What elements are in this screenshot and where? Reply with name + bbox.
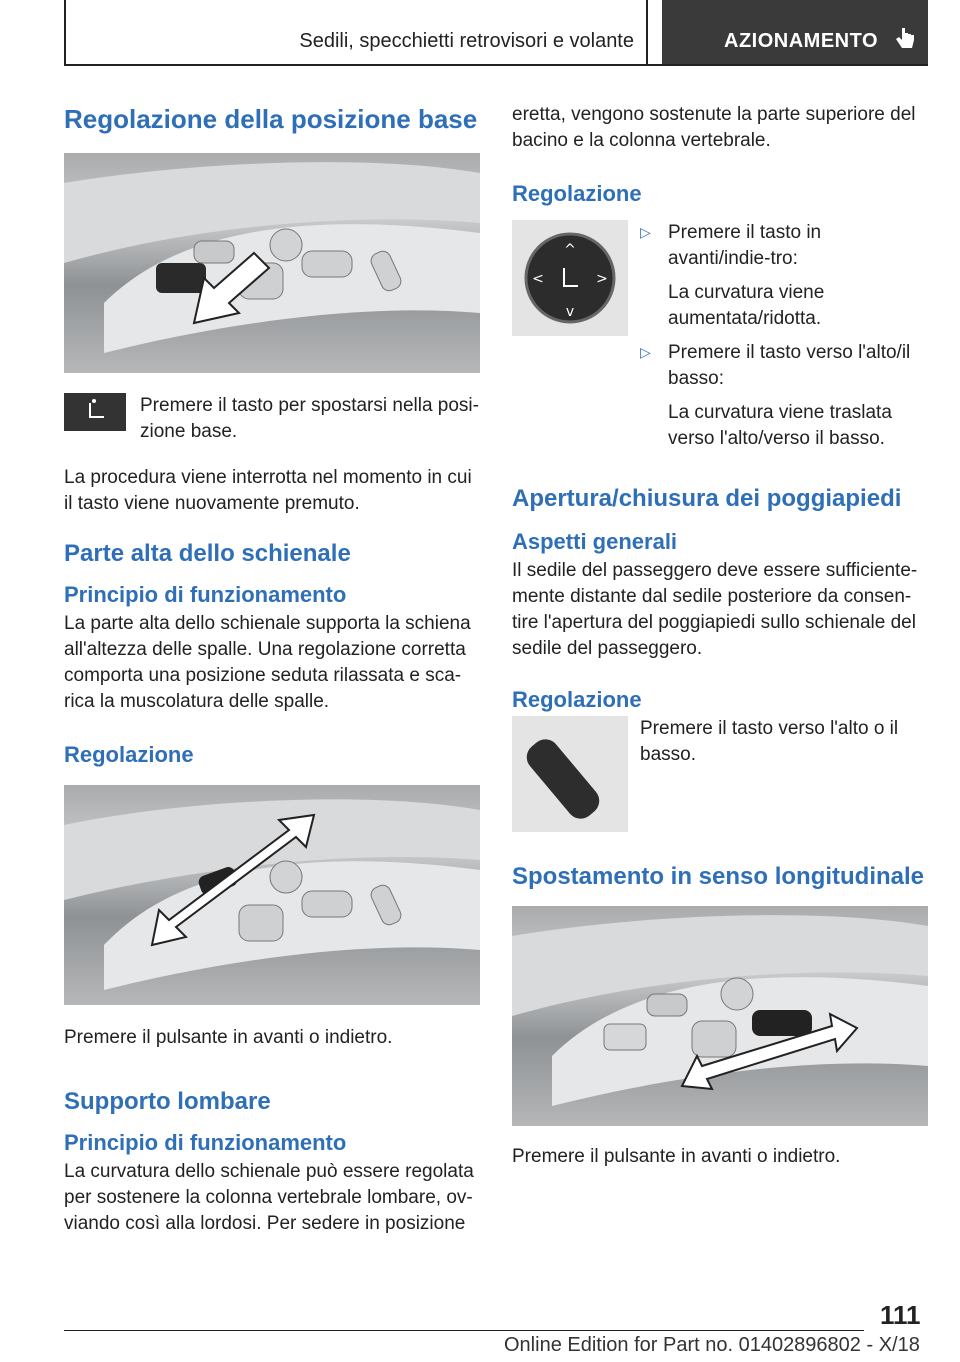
header-section-title: Sedili, specchietti retrovisori e volante xyxy=(299,30,634,52)
lumbar-continued-text: eretta, vengono sostenute la parte superiore del bacino e la colonna vertebrale. xyxy=(512,104,916,151)
bullet-2-sub: La curvatura viene traslata verso l'alto/verso il basso. xyxy=(668,402,892,449)
heading-longitudinal: Spostamento in senso longitudinale xyxy=(512,863,925,890)
heading-footrest: Apertura/chiusura dei poggiapiedi xyxy=(512,485,902,512)
bullet-up-down xyxy=(640,340,928,452)
adjust-1-text: Premere il pulsante in avanti o indietro. xyxy=(64,1027,393,1048)
hand-pointer-icon xyxy=(894,26,916,52)
footer-rule xyxy=(64,1330,864,1331)
left-column xyxy=(64,100,480,1237)
bullet-2-text: Premere il tasto verso l'alto/il basso: xyxy=(668,342,911,389)
footer-edition: Online Edition for Part no. 01402896802 - X/18 xyxy=(504,1334,920,1356)
triangle-bullet-icon: ▷ xyxy=(640,224,651,240)
general-text: Il sedile del passeggero deve essere sufficiente-mente distante dal sedile posteriore da consen-tire l'apertura del poggiapiedi sullo schienale del sedile del passeggero. xyxy=(512,560,918,659)
header-rule xyxy=(64,64,928,66)
heading-principle-2: Principio di funzionamento xyxy=(64,1130,347,1155)
seat-control-photo-longitudinal xyxy=(512,906,928,1126)
heading-base-position: Regolazione della posizione base xyxy=(64,104,478,134)
heading-principle-1: Principio di funzionamento xyxy=(64,582,347,607)
base-position-para: La procedura viene interrotta nel momento in cui il tasto viene nuovamente premuto. xyxy=(64,467,472,514)
heading-general: Aspetti generali xyxy=(512,529,678,554)
header-chapter-box xyxy=(662,0,928,64)
svg-text:v: v xyxy=(565,304,575,320)
bullet-forward-back xyxy=(640,220,928,332)
header-chapter-title: AZIONAMENTO xyxy=(724,30,879,52)
seat-control-photo-base xyxy=(64,153,480,373)
header-section-box xyxy=(64,0,648,64)
svg-text:>: > xyxy=(596,271,608,287)
longitudinal-text: Premere il pulsante in avanti o indietro. xyxy=(512,1146,841,1167)
svg-text:<: < xyxy=(532,271,544,287)
footrest-button-image xyxy=(512,716,628,832)
heading-adjust-3: Regolazione xyxy=(512,687,642,712)
principle-2-text: La curvatura dello schienale può essere regolata per sostenere la colonna vertebrale lombare, ov-viando così alla lordosi. Per sedere in posizione xyxy=(64,1161,474,1234)
heading-upper-backrest: Parte alta dello schienale xyxy=(64,540,351,567)
adjust-3-text: Premere il tasto verso l'alto o il basso. xyxy=(640,718,899,765)
seat-control-photo-upper xyxy=(64,785,480,1005)
svg-text:^: ^ xyxy=(564,242,576,258)
triangle-bullet-icon: ▷ xyxy=(640,344,651,360)
bullet-1-sub: La curvatura viene aumentata/ridotta. xyxy=(668,282,825,329)
heading-adjust-2: Regolazione xyxy=(512,181,642,206)
bullet-1-text: Premere il tasto in avanti/indie-tro: xyxy=(668,222,822,269)
seat-recline-icon xyxy=(64,393,126,431)
heading-lumbar: Supporto lombare xyxy=(64,1088,271,1115)
page-number: 111 xyxy=(880,1300,921,1330)
base-position-text: Premere il tasto per spostarsi nella posi-zione base. xyxy=(140,395,479,442)
right-column xyxy=(512,100,928,1170)
lumbar-control-image xyxy=(512,220,628,336)
principle-1-text: La parte alta dello schienale supporta la schiena all'altezza delle spalle. Una regolazione corretta comporta una posizione seduta rilassata e sca-rica la muscolatura delle spalle. xyxy=(64,613,471,712)
base-position-button-image xyxy=(64,393,126,431)
heading-adjust-1: Regolazione xyxy=(64,742,194,767)
